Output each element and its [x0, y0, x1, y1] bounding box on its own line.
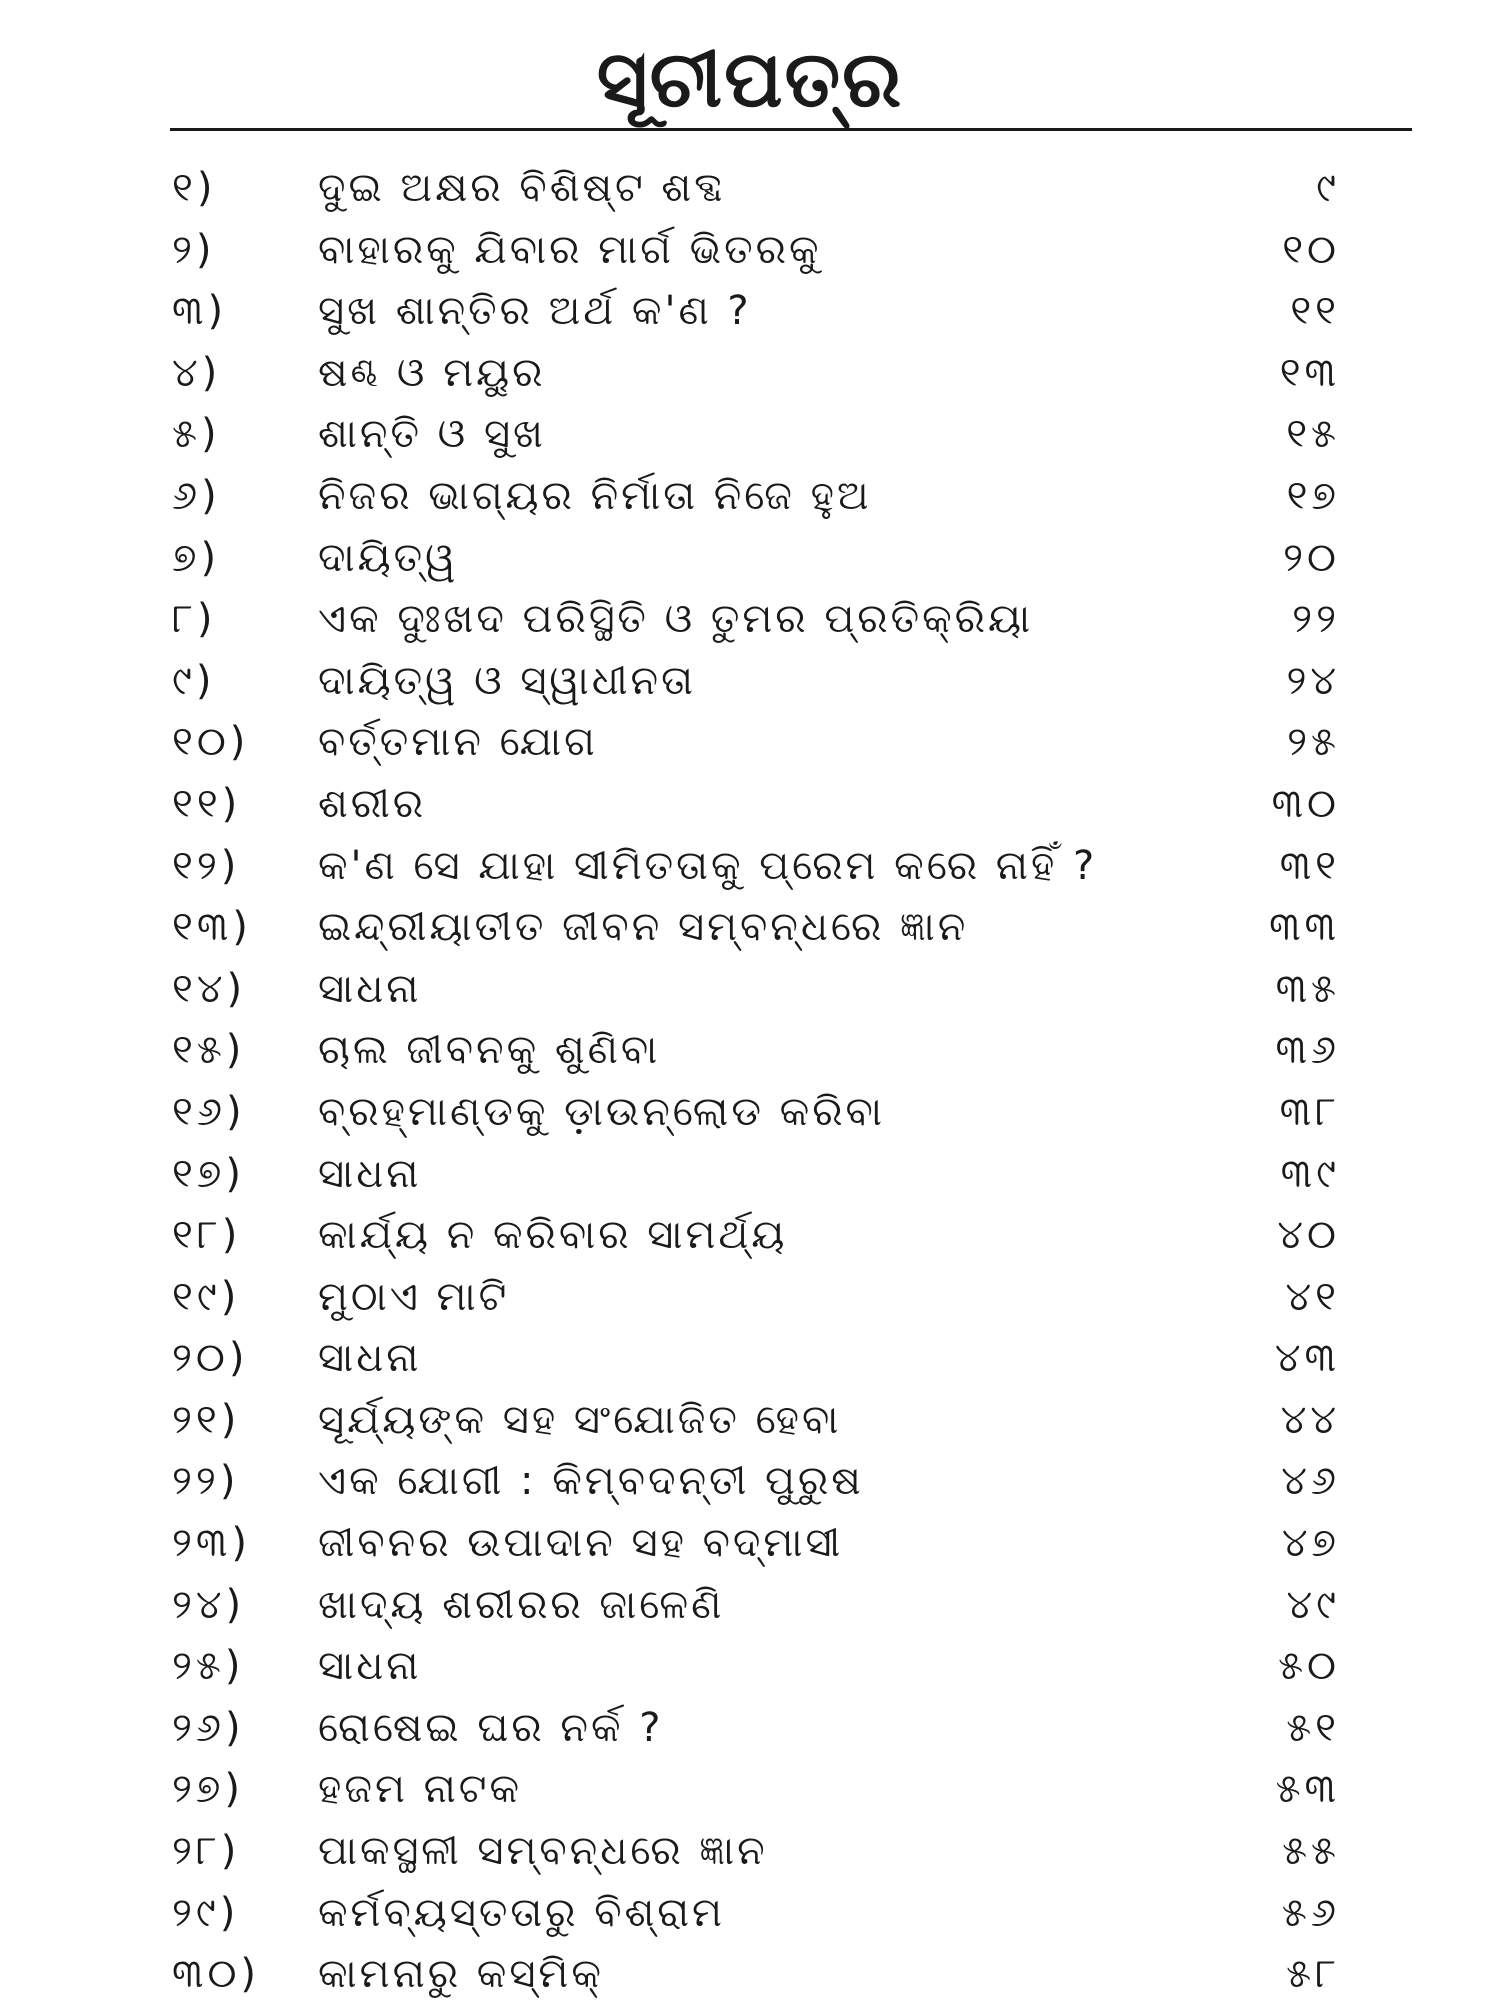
entry-title: ସାଧନା — [318, 1643, 422, 1690]
entry-number: ୩୦) — [172, 1951, 261, 1998]
entry-number: ୨) — [172, 226, 216, 273]
toc-entry[interactable] — [0, 712, 1500, 774]
entry-title: ସାଧନା — [318, 1150, 422, 1197]
entry-title: ଶାନ୍ତି ଓ ସୁଖ — [318, 411, 546, 458]
entry-page-number: ୪୯ — [1286, 1581, 1340, 1628]
entry-number: ୫) — [172, 411, 221, 458]
entry-number: ୨୯) — [172, 1889, 240, 1936]
entry-page-number: ୪୩ — [1274, 1335, 1340, 1382]
entry-page-number: ୧୭ — [1286, 472, 1340, 519]
entry-page-number: ୪୦ — [1277, 1212, 1340, 1259]
entry-title: ସୂର୍ଯ୍ୟଙ୍କ ସହ ସଂଯୋଜିତ ହେବା — [318, 1396, 842, 1443]
entry-number: ୧୮) — [172, 1212, 242, 1259]
entry-number: ୨୭) — [172, 1766, 245, 1813]
entry-number: ୨୦) — [172, 1335, 249, 1382]
entry-page-number: ୪୪ — [1280, 1396, 1340, 1443]
entry-page-number: ୩୩ — [1269, 904, 1340, 951]
toc-entry[interactable] — [0, 1883, 1500, 1945]
entry-title: ଷଣ୍ଢ ଓ ମୟୁର — [318, 349, 546, 396]
toc-entry[interactable] — [0, 1759, 1500, 1821]
toc-entry[interactable] — [0, 1082, 1500, 1144]
entry-page-number: ୧୦ — [1282, 226, 1340, 273]
entry-title: ଦାୟିତ୍ୱ — [318, 534, 459, 581]
entry-number: ୨୪) — [172, 1581, 246, 1628]
toc-entry[interactable] — [0, 1390, 1500, 1452]
entry-number: ୪) — [172, 349, 222, 396]
entry-title: ହଜମ ନାଟକ — [318, 1766, 523, 1813]
entry-number: ୨୨) — [172, 1458, 240, 1505]
entry-title: ମୁଠାଏ ମାଟି — [318, 1273, 510, 1320]
entry-page-number: ୨୪ — [1286, 657, 1340, 704]
entry-page-number: ୪୧ — [1285, 1273, 1340, 1320]
toc-entry[interactable] — [0, 1144, 1500, 1206]
entry-page-number: ୩୮ — [1279, 1088, 1340, 1135]
entry-title: କାମନାରୁ କସ୍‌ମିକ୍ — [318, 1951, 604, 1998]
toc-entry[interactable] — [0, 404, 1500, 466]
entry-page-number: ୨୨ — [1292, 596, 1340, 643]
entry-page-number: ୪୭ — [1281, 1520, 1340, 1567]
entry-page-number: ୫୩ — [1275, 1766, 1340, 1813]
entry-number: ୧୨) — [172, 842, 241, 889]
toc-entry[interactable] — [0, 1698, 1500, 1760]
entry-title: ସାଧନା — [318, 1335, 422, 1382]
page-title: ସୂଚୀପତ୍ର — [596, 35, 904, 125]
entry-page-number: ୨୫ — [1287, 719, 1340, 766]
toc-entry[interactable] — [0, 1821, 1500, 1883]
entry-page-number: ୫୫ — [1282, 1828, 1340, 1875]
entry-page-number: ୩୫ — [1275, 965, 1340, 1012]
entry-number: ୧୧) — [172, 780, 242, 827]
entry-page-number: ୫୦ — [1278, 1643, 1340, 1690]
entry-title: ଶରୀର — [318, 780, 427, 827]
entry-title: କାର୍ଯ୍ୟ ନ କରିବାର ସାମର୍ଥ୍ୟ — [318, 1212, 788, 1259]
entry-number: ୧୬) — [172, 1088, 246, 1135]
entry-number: ୧୭) — [172, 1150, 245, 1197]
toc-entry[interactable] — [0, 1267, 1500, 1329]
entry-title: ରୋଷେଇ ଘର ନର୍କ ? — [318, 1704, 664, 1751]
entry-page-number: ୪୬ — [1281, 1458, 1340, 1505]
entry-number: ୨୧) — [172, 1396, 241, 1443]
title-divider — [170, 128, 1412, 131]
entry-title: କ'ଣ ସେ ଯାହା ସୀମିତତାକୁ ପ୍ରେମ କରେ ନାହିଁ ? — [318, 842, 1098, 889]
entry-title: ଦୁଇ ଅକ୍ଷର ବିଶିଷ୍ଟ ଶବ୍ଦ — [318, 165, 726, 211]
toc-entry[interactable] — [0, 1451, 1500, 1513]
toc-entry[interactable] — [0, 343, 1500, 405]
entry-page-number: ୫୧ — [1286, 1704, 1340, 1751]
toc-entry[interactable] — [0, 528, 1500, 590]
entry-page-number: ୩୦ — [1271, 780, 1340, 827]
entry-title: ନିଜର ଭାଗ୍ୟର ନିର୍ମାତା ନିଜେ ହୁଅ — [318, 472, 872, 519]
entry-title: ବ୍ରହ୍ମାଣ୍ଡକୁ ଡ଼ାଉନ୍‌ଲୋଡ କରିବା — [318, 1088, 885, 1135]
toc-entry[interactable] — [0, 651, 1500, 713]
entry-number: ୯) — [172, 657, 216, 704]
toc-entry[interactable] — [0, 589, 1500, 651]
toc-entry[interactable] — [0, 1944, 1500, 2006]
entry-title: ପାକସ୍ଥଳୀ ସମ୍ବନ୍ଧରେ ଜ୍ଞାନ — [318, 1828, 768, 1875]
toc-entry[interactable] — [0, 1020, 1500, 1082]
entry-number: ୨୩) — [172, 1520, 251, 1567]
entry-page-number: ୫୬ — [1281, 1889, 1340, 1936]
toc-entry[interactable] — [0, 158, 1500, 220]
entry-number: ୬) — [172, 472, 221, 519]
entry-title: ଖାଦ୍ୟ ଶରୀରର ଜାଳେଣି — [318, 1581, 725, 1628]
toc-entry[interactable] — [0, 1513, 1500, 1575]
entry-title: ଏକ ଯୋଗୀ : କିମ୍ବଦନ୍ତୀ ପୁରୁଷ — [318, 1458, 864, 1505]
entry-number: ୧୯) — [172, 1273, 241, 1320]
entry-number: ୧୫) — [172, 1027, 246, 1074]
toc-entry[interactable] — [0, 1328, 1500, 1390]
entry-page-number: ୨୦ — [1283, 534, 1340, 581]
entry-page-number: ୧୫ — [1286, 411, 1340, 458]
entry-title: ଦାୟିତ୍ୱ ଓ ସ୍ୱାଧୀନତା — [318, 657, 696, 704]
entry-title: ଏକ ଦୁଃଖଦ ପରିସ୍ଥିତି ଓ ତୁମର ପ୍ରତିକ୍ରିୟା — [318, 596, 1034, 643]
entry-page-number: ୩୧ — [1279, 842, 1340, 889]
table-of-contents — [0, 158, 1500, 2006]
entry-title: ବାହାରକୁ ଯିବାର ମାର୍ଗ ଭିତରକୁ — [318, 226, 822, 273]
entry-title: ଜୀବନର ଉପାଦାନ ସହ ବଦ୍‌ମାସୀ — [318, 1520, 844, 1567]
toc-entry[interactable] — [0, 959, 1500, 1021]
entry-title: କର୍ମବ୍ୟସ୍ତତାରୁ ବିଶ୍ରାମ — [318, 1889, 725, 1936]
toc-entry[interactable] — [0, 897, 1500, 959]
entry-page-number: ୯ — [1316, 165, 1340, 211]
entry-page-number: ୫୮ — [1286, 1951, 1340, 1998]
entry-number: ୨୮) — [172, 1828, 241, 1875]
entry-number: ୨୫) — [172, 1643, 245, 1690]
entry-page-number: ୧୩ — [1279, 349, 1340, 396]
toc-entry[interactable] — [0, 220, 1500, 282]
entry-page-number: ୩୬ — [1275, 1027, 1340, 1074]
entry-number: ୮) — [172, 596, 217, 643]
entry-page-number: ୩୯ — [1280, 1150, 1340, 1197]
entry-number: ୧୪) — [172, 965, 247, 1012]
entry-number: ୧) — [172, 165, 217, 211]
toc-entry[interactable] — [0, 466, 1500, 528]
entry-title: ଚାଲ ଜୀବନକୁ ଶୁଣିବା — [318, 1027, 661, 1074]
toc-entry[interactable] — [0, 1636, 1500, 1698]
toc-entry[interactable] — [0, 1205, 1500, 1267]
toc-entry[interactable] — [0, 836, 1500, 898]
entry-title: ଇନ୍ଦ୍ରୀୟାତୀତ ଜୀବନ ସମ୍ବନ୍ଧରେ ଜ୍ଞାନ — [318, 904, 969, 951]
entry-title: ସାଧନା — [318, 965, 422, 1012]
entry-number: ୨୬) — [172, 1704, 245, 1751]
entry-number: ୧୦) — [172, 719, 250, 766]
entry-page-number: ୧୧ — [1290, 288, 1340, 335]
entry-number: ୧୩) — [172, 904, 252, 951]
entry-title: ସୁଖ ଶାନ୍ତିର ଅର୍ଥ କ'ଣ ? — [318, 288, 752, 335]
toc-entry[interactable] — [0, 1575, 1500, 1637]
toc-entry[interactable] — [0, 281, 1500, 343]
entry-number: ୭) — [172, 534, 221, 581]
entry-number: ୩) — [172, 288, 228, 335]
entry-title: ବର୍ତ୍ତମାନ ଯୋଗ — [318, 719, 598, 766]
toc-entry[interactable] — [0, 774, 1500, 836]
